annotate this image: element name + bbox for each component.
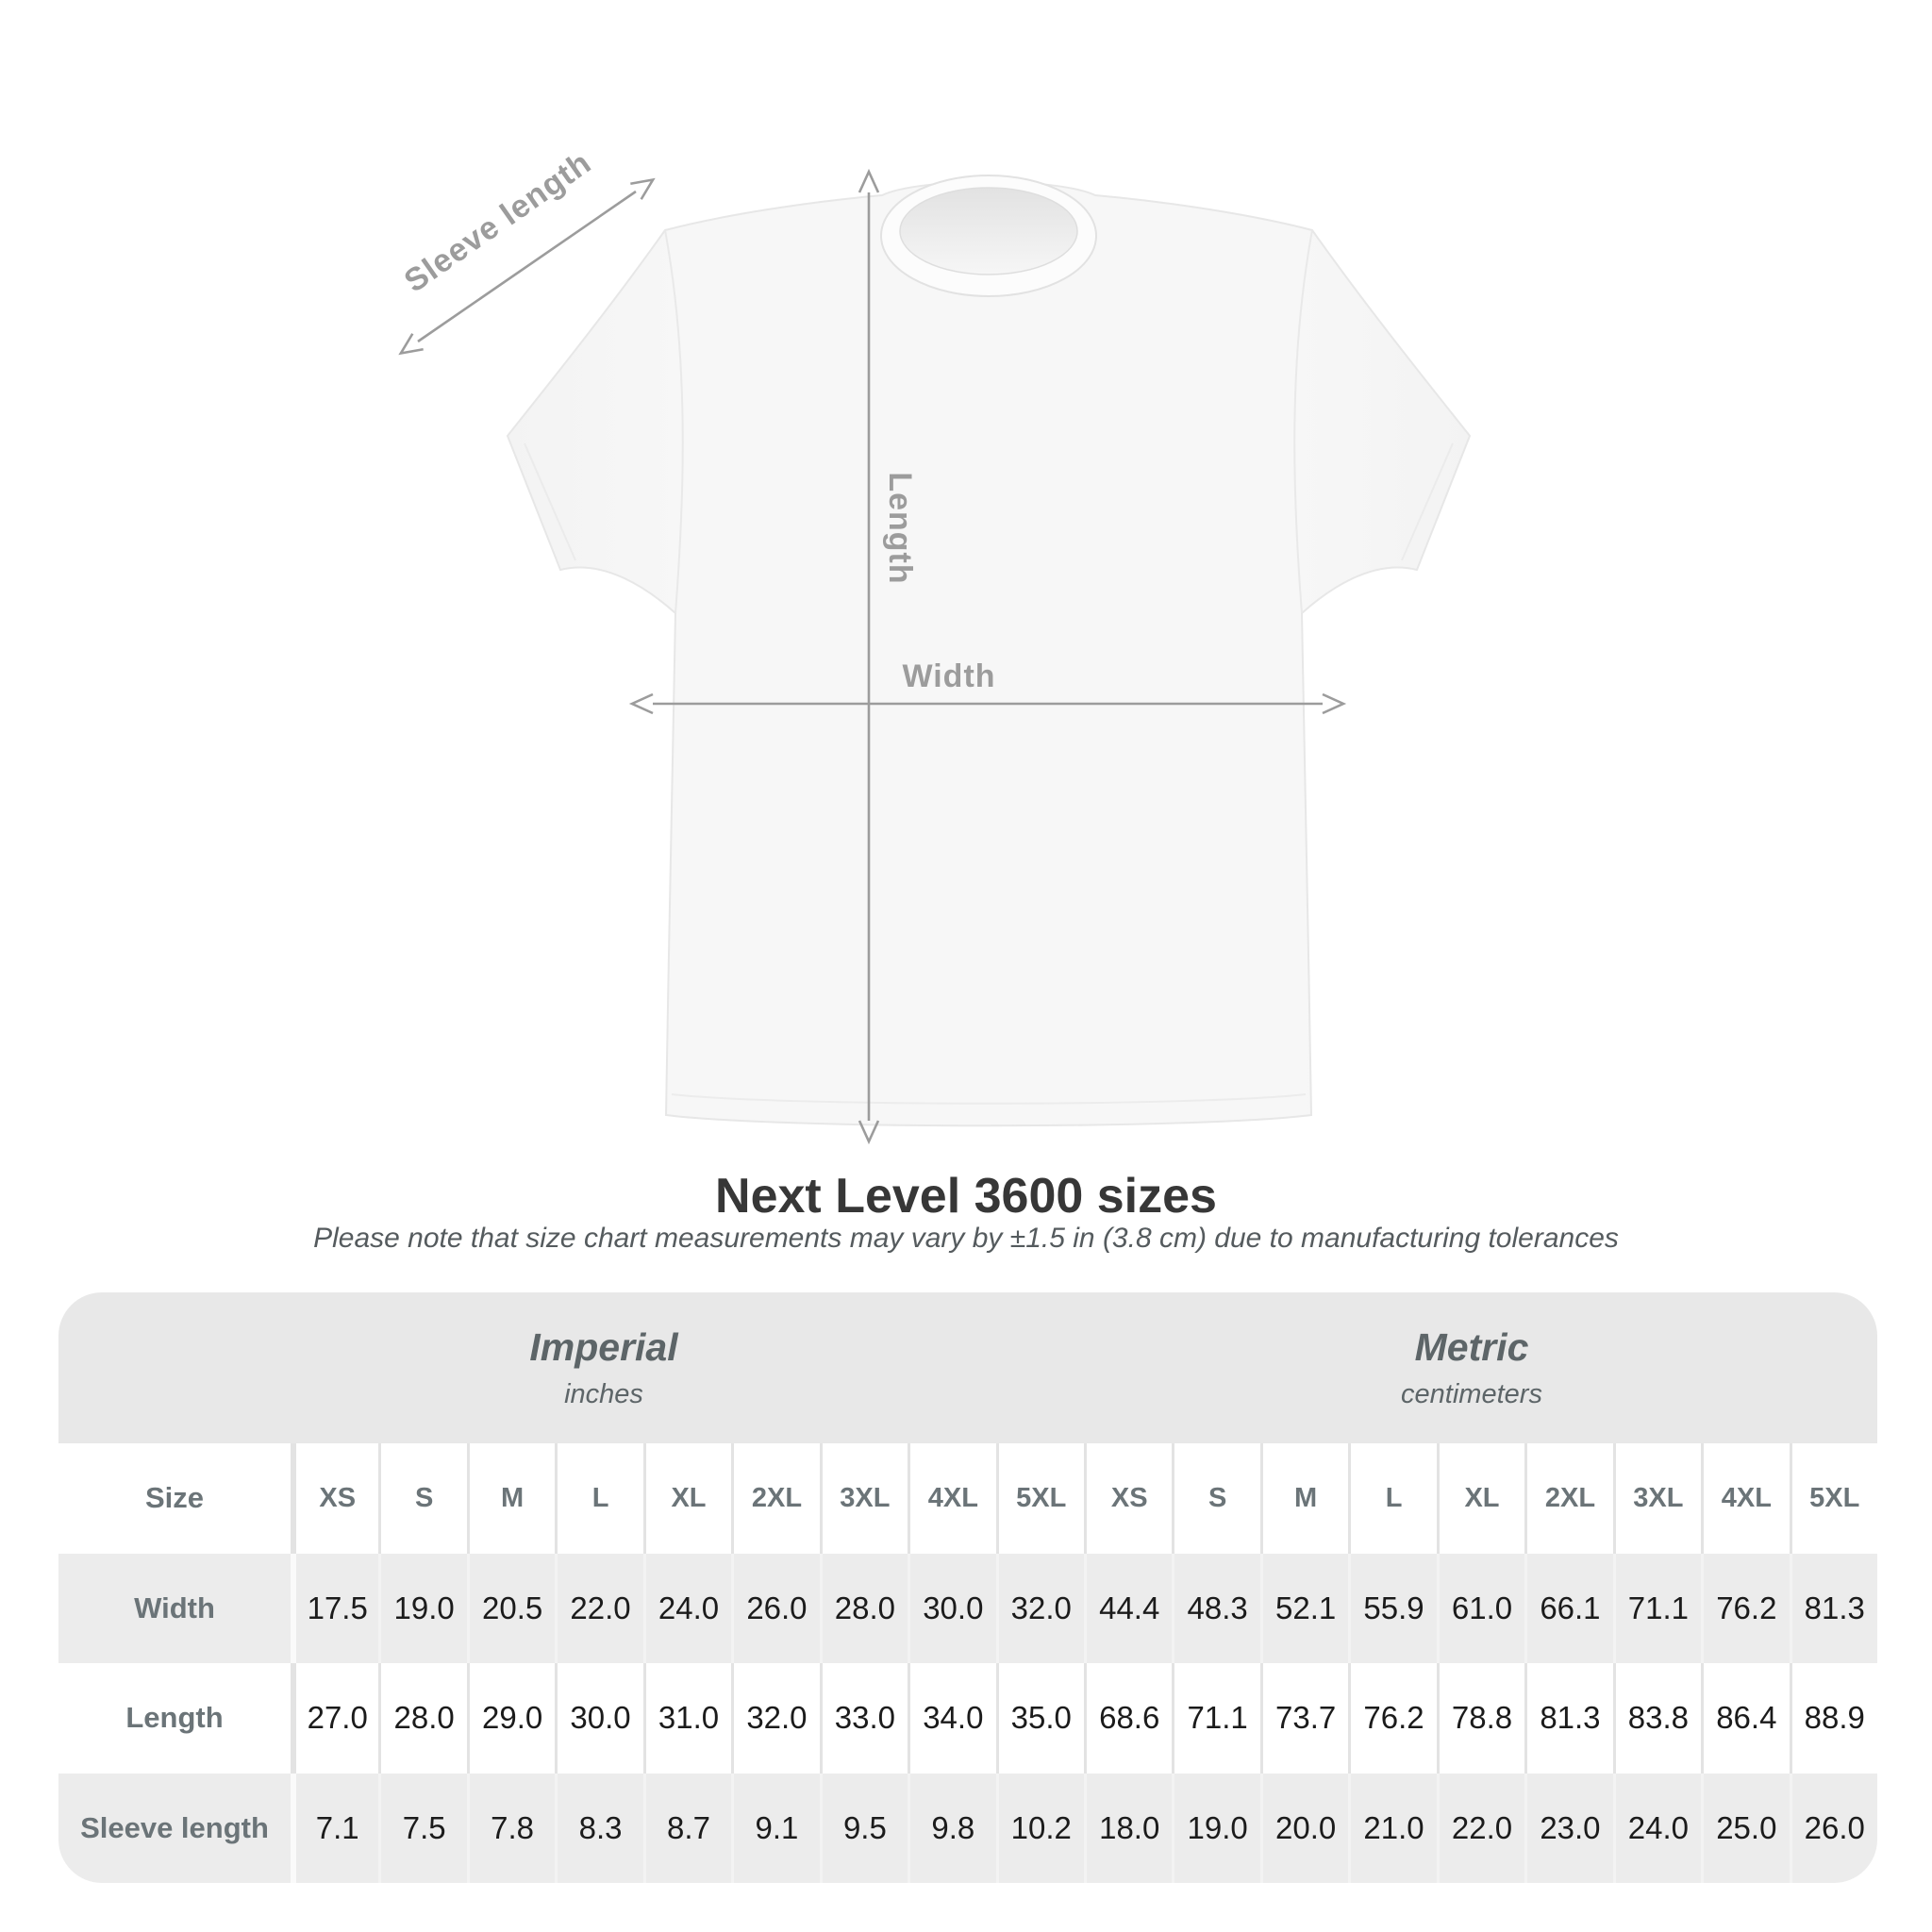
- cell-length-imperial-m: 29.0: [467, 1663, 555, 1774]
- tshirt-outline: [508, 182, 1470, 1126]
- cell-sleeve-length-metric-m: 20.0: [1260, 1774, 1348, 1884]
- header-imperial-3xl: 3XL: [820, 1443, 908, 1554]
- page-title: Next Level 3600 sizes: [715, 1169, 1217, 1224]
- cell-width-imperial-4xl: 30.0: [908, 1554, 995, 1664]
- cell-length-metric-l: 76.2: [1348, 1663, 1436, 1774]
- cell-length-imperial-4xl: 34.0: [908, 1663, 995, 1774]
- cell-width-metric-m: 52.1: [1260, 1554, 1348, 1664]
- cell-length-imperial-xl: 31.0: [643, 1663, 731, 1774]
- header-metric-s: S: [1172, 1443, 1259, 1554]
- cell-width-imperial-xl: 24.0: [643, 1554, 731, 1664]
- cell-length-imperial-5xl: 35.0: [996, 1663, 1084, 1774]
- cell-width-metric-5xl: 81.3: [1790, 1554, 1877, 1664]
- cell-sleeve-length-imperial-s: 7.5: [378, 1774, 466, 1884]
- header-imperial-4xl: 4XL: [908, 1443, 995, 1554]
- cell-sleeve-length-metric-xs: 18.0: [1084, 1774, 1172, 1884]
- header-imperial-5xl: 5XL: [996, 1443, 1084, 1554]
- cell-sleeve-length-imperial-xs: 7.1: [291, 1774, 378, 1884]
- row-label-width: Width: [58, 1554, 291, 1664]
- cell-length-imperial-2xl: 32.0: [731, 1663, 819, 1774]
- header-metric-5xl: 5XL: [1790, 1443, 1877, 1554]
- cell-length-metric-4xl: 86.4: [1701, 1663, 1789, 1774]
- cell-width-imperial-s: 19.0: [378, 1554, 466, 1664]
- cell-sleeve-length-metric-2xl: 23.0: [1524, 1774, 1612, 1884]
- length-label: Length: [882, 472, 919, 585]
- imperial-unit-group: [529, 1292, 677, 1443]
- header-metric-4xl: 4XL: [1701, 1443, 1789, 1554]
- unit-band: [58, 1292, 1877, 1443]
- cell-sleeve-length-metric-s: 19.0: [1172, 1774, 1259, 1884]
- cell-width-imperial-2xl: 26.0: [731, 1554, 819, 1664]
- header-imperial-s: S: [378, 1443, 466, 1554]
- cell-sleeve-length-imperial-5xl: 10.2: [996, 1774, 1084, 1884]
- cell-length-metric-5xl: 88.9: [1790, 1663, 1877, 1774]
- cell-width-metric-s: 48.3: [1172, 1554, 1259, 1664]
- cell-width-imperial-m: 20.5: [467, 1554, 555, 1664]
- cell-sleeve-length-imperial-4xl: 9.8: [908, 1774, 995, 1884]
- cell-width-imperial-xs: 17.5: [291, 1554, 378, 1664]
- row-label-sleeve-length: Sleeve length: [58, 1774, 291, 1884]
- header-metric-l: L: [1348, 1443, 1436, 1554]
- header-metric-m: M: [1260, 1443, 1348, 1554]
- cell-sleeve-length-metric-4xl: 25.0: [1701, 1774, 1789, 1884]
- cell-width-metric-3xl: 71.1: [1613, 1554, 1701, 1664]
- header-imperial-2xl: 2XL: [731, 1443, 819, 1554]
- header-imperial-xs: XS: [291, 1443, 378, 1554]
- width-label: Width: [902, 658, 996, 694]
- cell-length-metric-m: 73.7: [1260, 1663, 1348, 1774]
- cell-width-imperial-l: 22.0: [555, 1554, 642, 1664]
- imperial-label: Imperial: [529, 1325, 678, 1369]
- imperial-unit: inches: [564, 1379, 643, 1409]
- header-imperial-l: L: [555, 1443, 642, 1554]
- cell-length-metric-xs: 68.6: [1084, 1663, 1172, 1774]
- metric-unit: centimeters: [1401, 1379, 1542, 1409]
- header-metric-2xl: 2XL: [1524, 1443, 1612, 1554]
- cell-width-metric-xl: 61.0: [1437, 1554, 1524, 1664]
- cell-sleeve-length-metric-5xl: 26.0: [1790, 1774, 1877, 1884]
- cell-width-imperial-5xl: 32.0: [996, 1554, 1084, 1664]
- cell-length-imperial-l: 30.0: [555, 1663, 642, 1774]
- sleeve-length-label: Sleeve length: [397, 144, 598, 300]
- header-imperial-xl: XL: [643, 1443, 731, 1554]
- collar-opening: [900, 188, 1077, 275]
- header-metric-xl: XL: [1437, 1443, 1524, 1554]
- header-imperial-m: M: [467, 1443, 555, 1554]
- cell-width-metric-2xl: 66.1: [1524, 1554, 1612, 1664]
- tolerance-note: Please note that size chart measurements may vary by ±1.5 in (3.8 cm) due to manufacturing tolerances: [313, 1223, 1619, 1254]
- cell-sleeve-length-imperial-2xl: 9.1: [731, 1774, 819, 1884]
- size-header-cell: Size: [58, 1443, 291, 1554]
- cell-width-metric-4xl: 76.2: [1701, 1554, 1789, 1664]
- size-chart-table: [58, 1292, 1877, 1883]
- size-grid: [58, 1443, 1877, 1883]
- cell-length-metric-xl: 78.8: [1437, 1663, 1524, 1774]
- cell-length-imperial-3xl: 33.0: [820, 1663, 908, 1774]
- cell-sleeve-length-metric-3xl: 24.0: [1613, 1774, 1701, 1884]
- row-label-length: Length: [58, 1663, 291, 1774]
- cell-width-metric-l: 55.9: [1348, 1554, 1436, 1664]
- cell-sleeve-length-imperial-xl: 8.7: [643, 1774, 731, 1884]
- cell-sleeve-length-metric-l: 21.0: [1348, 1774, 1436, 1884]
- cell-length-metric-3xl: 83.8: [1613, 1663, 1701, 1774]
- header-metric-xs: XS: [1084, 1443, 1172, 1554]
- cell-sleeve-length-imperial-3xl: 9.5: [820, 1774, 908, 1884]
- cell-width-imperial-3xl: 28.0: [820, 1554, 908, 1664]
- cell-sleeve-length-imperial-m: 7.8: [467, 1774, 555, 1884]
- metric-label: Metric: [1414, 1325, 1529, 1369]
- cell-sleeve-length-imperial-l: 8.3: [555, 1774, 642, 1884]
- cell-sleeve-length-metric-xl: 22.0: [1437, 1774, 1524, 1884]
- cell-length-imperial-xs: 27.0: [291, 1663, 378, 1774]
- cell-width-metric-xs: 44.4: [1084, 1554, 1172, 1664]
- cell-length-metric-2xl: 81.3: [1524, 1663, 1612, 1774]
- cell-length-imperial-s: 28.0: [378, 1663, 466, 1774]
- cell-length-metric-s: 71.1: [1172, 1663, 1259, 1774]
- metric-unit-group: [1401, 1292, 1542, 1443]
- header-metric-3xl: 3XL: [1613, 1443, 1701, 1554]
